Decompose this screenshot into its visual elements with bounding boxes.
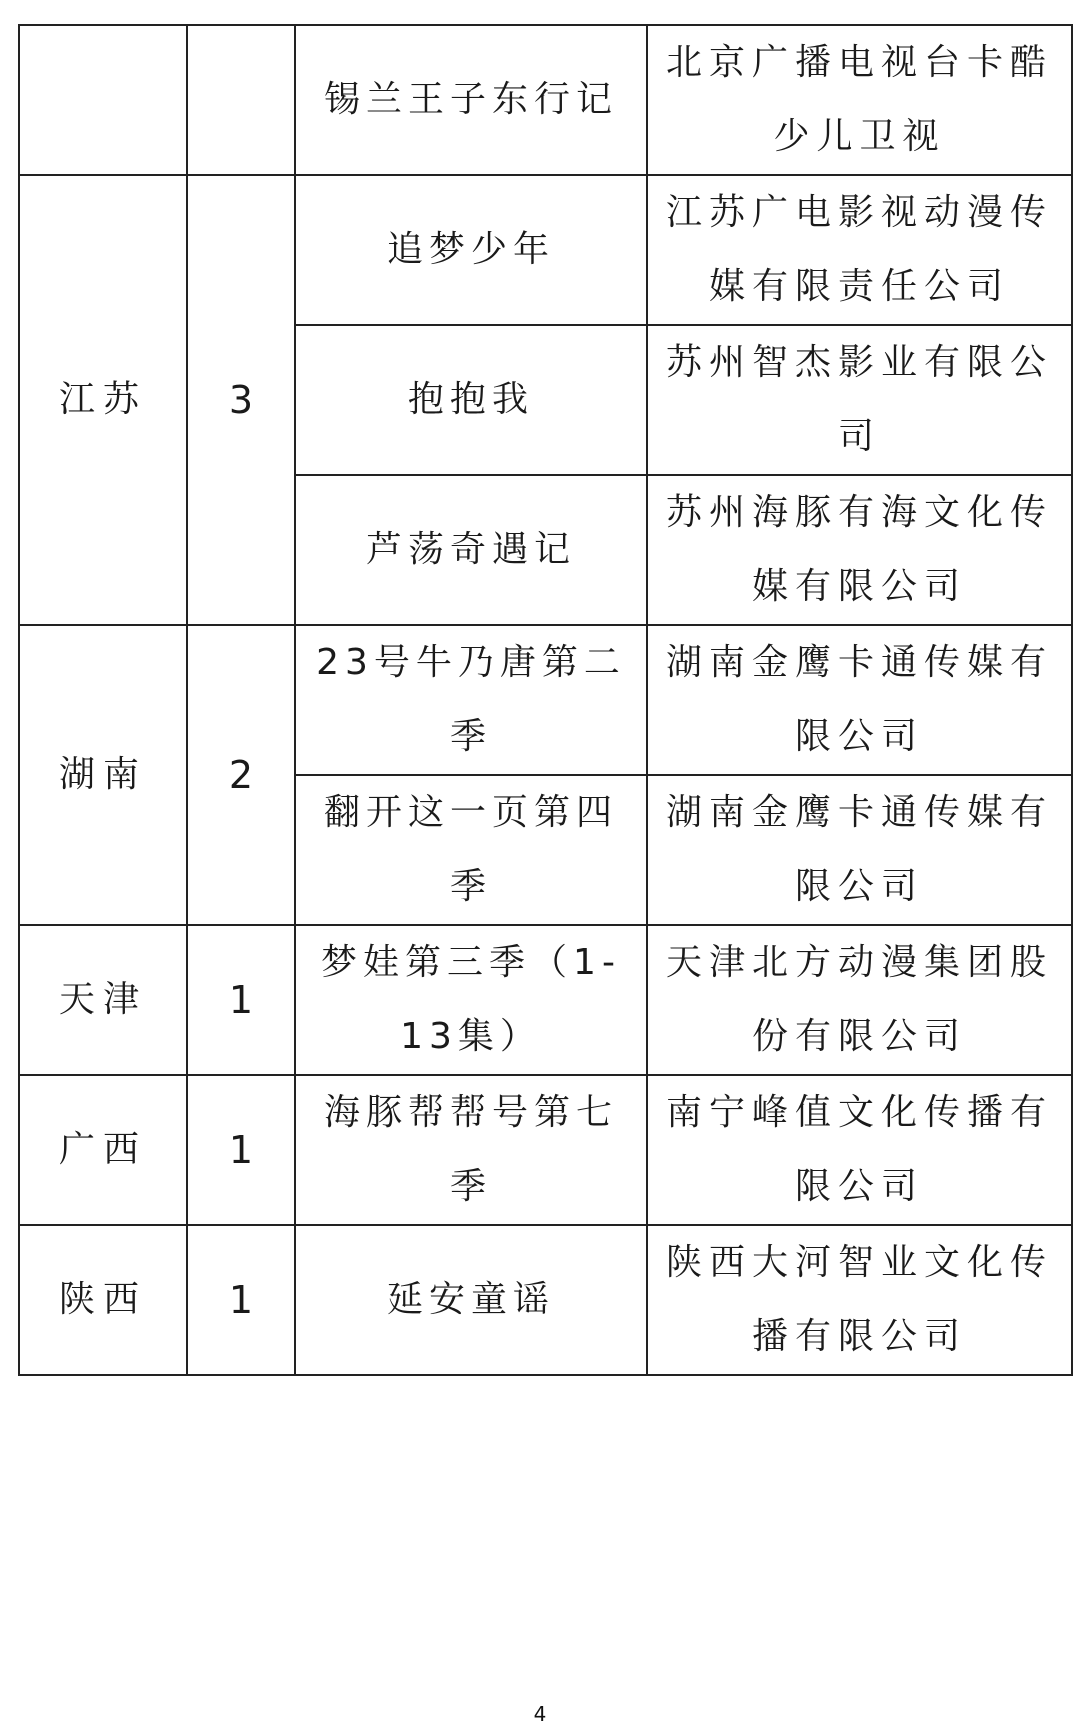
title-cell: 23号牛乃唐第二季: [295, 625, 647, 775]
company-cell: 苏州智杰影业有限公司: [647, 325, 1072, 475]
title-cell: 梦娃第三季（1-13集）: [295, 925, 647, 1075]
count-cell: [187, 25, 295, 175]
company-cell: 湖南金鹰卡通传媒有限公司: [647, 775, 1072, 925]
count-cell: 2: [187, 625, 295, 925]
company-cell: 苏州海豚有海文化传媒有限公司: [647, 475, 1072, 625]
title-cell: 延安童谣: [295, 1225, 647, 1375]
title-cell: 锡兰王子东行记: [295, 25, 647, 175]
count-cell: 1: [187, 1075, 295, 1225]
company-cell: 天津北方动漫集团股份有限公司: [647, 925, 1072, 1075]
province-cell: 湖南: [19, 625, 187, 925]
company-cell: 北京广播电视台卡酷少儿卫视: [647, 25, 1072, 175]
title-cell: 芦荡奇遇记: [295, 475, 647, 625]
company-cell: 湖南金鹰卡通传媒有限公司: [647, 625, 1072, 775]
page-number: 4: [533, 1702, 547, 1726]
province-cell: [19, 25, 187, 175]
table-row: [19, 25, 1072, 175]
title-cell: 追梦少年: [295, 175, 647, 325]
table-row: [19, 1075, 1072, 1225]
table-row: [19, 925, 1072, 1075]
table-row: [19, 625, 1072, 775]
title-cell: 翻开这一页第四季: [295, 775, 647, 925]
animation-list-table: [18, 24, 1073, 1376]
title-cell: 海豚帮帮号第七季: [295, 1075, 647, 1225]
count-cell: 1: [187, 1225, 295, 1375]
company-cell: 南宁峰值文化传播有限公司: [647, 1075, 1072, 1225]
title-cell: 抱抱我: [295, 325, 647, 475]
province-cell: 天津: [19, 925, 187, 1075]
table-row: [19, 1225, 1072, 1375]
animation-list-table-wrapper: [18, 24, 1073, 1376]
count-cell: 1: [187, 925, 295, 1075]
company-cell: 江苏广电影视动漫传媒有限责任公司: [647, 175, 1072, 325]
company-cell: 陕西大河智业文化传播有限公司: [647, 1225, 1072, 1375]
province-cell: 陕西: [19, 1225, 187, 1375]
province-cell: 广西: [19, 1075, 187, 1225]
table-row: [19, 175, 1072, 325]
province-cell: 江苏: [19, 175, 187, 625]
count-cell: 3: [187, 175, 295, 625]
